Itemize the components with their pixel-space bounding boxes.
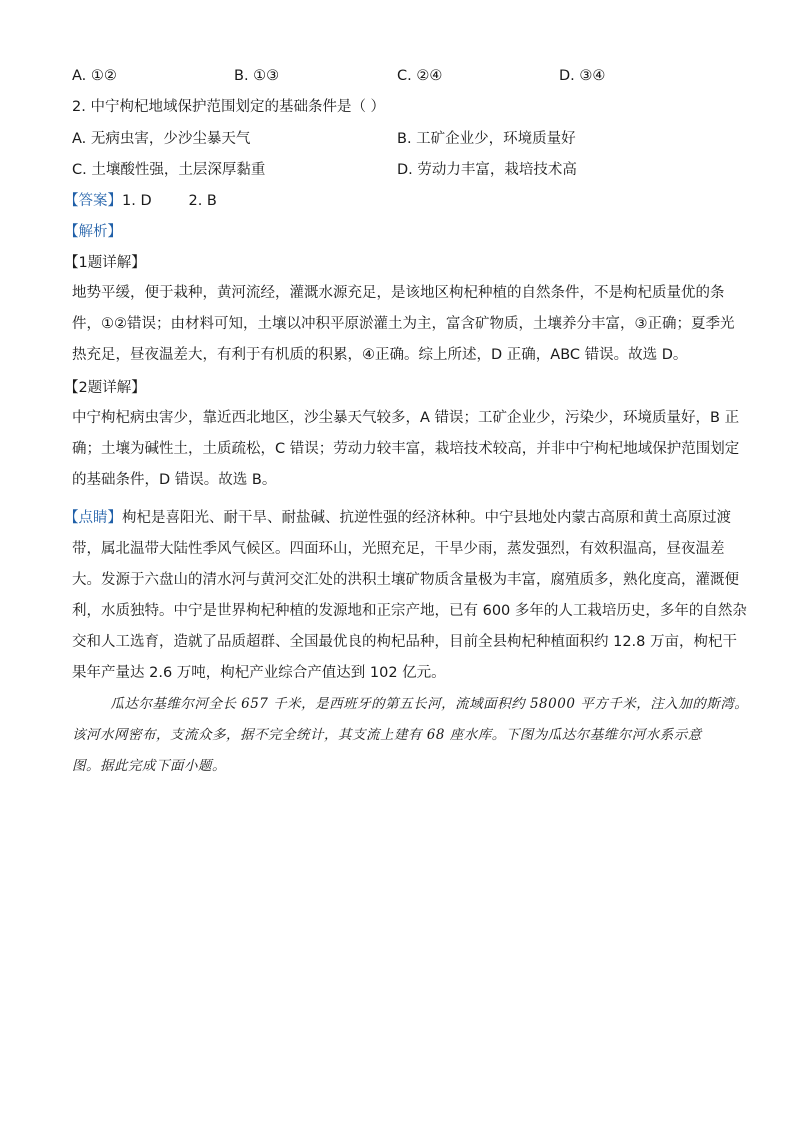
answer-line [64, 191, 217, 211]
q1-option-a: A. ①② [72, 68, 117, 84]
comment-line: 交和人工选育，造就了品质超群、全国最优良的枸杞品种，目前全县枸杞种植面积约 12.8 万亩，枸杞干 [72, 634, 737, 650]
material-line: 瓜达尔基维尔河全长 657 千米，是西班牙的第五长河，流域面积约 58000 平方千米，注入加的斯湾。 [72, 696, 749, 712]
detail2-line: 的基础条件，D 错误。故选 B。 [72, 472, 277, 488]
q2-option-d: D. 劳动力丰富，栽培技术高 [397, 162, 577, 178]
detail2-body [72, 403, 740, 496]
comment-first-line [64, 503, 731, 534]
analysis-label: 【解析】 [64, 224, 122, 240]
comment-first-text: 枸杞是喜阳光、耐干旱、耐盐碱、抗逆性强的经济林种。中宁县地处内蒙古高原和黄土高原过渡 [122, 510, 731, 526]
q1-option-b: B. ①③ [234, 68, 280, 84]
comment-label: 【点睛】 [64, 510, 122, 526]
detail2-line: 确；土壤为碱性土，土质疏松，C 错误；劳动力较丰富，栽培技术较高，并非中宁枸杞地域保护范围划定 [72, 441, 740, 457]
q1-option-d: D. ③④ [559, 68, 606, 84]
detail2-line: 中宁枸杞病虫害少，靠近西北地区，沙尘暴天气较多，A 错误；工矿企业少，污染少，环境质量好，B 正 [72, 410, 740, 426]
detail1-line: 地势平缓，便于栽种，黄河流经，灌溉水源充足，是该地区枸杞种植的自然条件，不是枸杞质量优的条 [72, 285, 725, 301]
q1-option-c: C. ②④ [397, 68, 443, 84]
q2-option-b: B. 工矿企业少，环境质量好 [397, 131, 576, 147]
answer-label: 【答案】 [64, 193, 122, 209]
comment-body [64, 503, 747, 689]
comment-line: 大。发源于六盘山的清水河与黄河交汇处的洪积土壤矿物质含量极为丰富，腐殖质多，熟化度高，灌溉便 [72, 572, 739, 588]
comment-line: 利，水质独特。中宁是世界枸杞种植的发源地和正宗产地，已有 600 多年的人工栽培历史，多年的自然杂 [72, 603, 747, 619]
comment-line: 带，属北温带大陆性季风气候区。四面环山，光照充足，干旱少雨，蒸发强烈，有效积温高，昼夜温差 [72, 541, 725, 557]
comment-line: 果年产量达 2.6 万吨，枸杞产业综合产值达到 102 亿元。 [72, 665, 446, 681]
q2-stem: 2. 中宁枸杞地域保护范围划定的基础条件是（ ） [72, 99, 386, 115]
answer-text: 1. D 2. B [122, 193, 217, 209]
detail1-line: 热充足，昼夜温差大，有利于有机质的积累，④正确。综上所述，D 正确，ABC 错误。故选 D。 [72, 347, 688, 363]
detail1-line: 件，①②错误；由材料可知，土壤以冲积平原淤灌土为主，富含矿物质，土壤养分丰富，③正确；夏季光 [72, 316, 735, 332]
q2-option-a: A. 无病虫害，少沙尘暴天气 [72, 131, 251, 147]
detail2-title: 【2题详解】 [64, 380, 146, 396]
material-line: 图。据此完成下面小题。 [72, 758, 226, 774]
material-paragraph [72, 689, 749, 782]
detail1-body [72, 278, 735, 371]
material-line: 该河水网密布，支流众多，据不完全统计，其支流上建有 68 座水库。下图为瓜达尔基维尔河水系示意 [72, 727, 702, 743]
q2-option-c: C. 土壤酸性强，土层深厚黏重 [72, 162, 266, 178]
detail1-title: 【1题详解】 [64, 255, 146, 271]
